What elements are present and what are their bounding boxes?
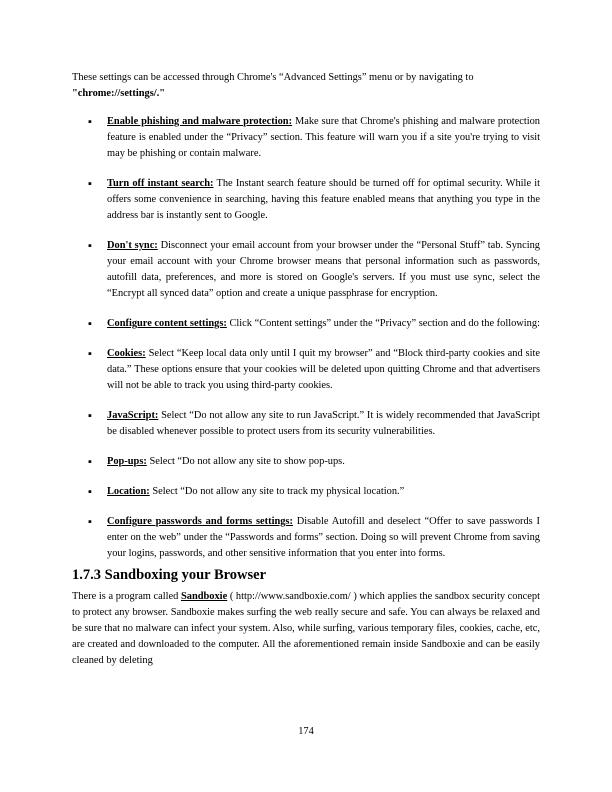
bullet-text: Click “Content settings” under the “Privacy” section and do the following: [226,318,540,329]
bullet-term: Location: [107,486,150,497]
page-number: 174 [298,726,314,737]
bullet-text: Select “Do not allow any site to run JavaScript.” It is widely recommended that JavaScript be disabled whenever possible to protect users from its security vulnerabilities. [107,410,540,437]
bullet-text: Select “Do not allow any site to track my physical location.” [149,486,405,497]
settings-bullet-list [72,114,540,562]
bullet-text: Disable Autofill and deselect “Offer to save passwords I enter on the web” under the “Passwords and forms” section. Doing so will prevent Chrome from saving your logins, passwords, and other sensitive information that you enter into forms. [107,516,540,559]
bullet-marker: ▪ [88,410,92,422]
bullet-text: The Instant search feature should be turned off for optimal security. While it offers some convenience in searching, having this feature enabled means that anything you type in the address bar is instantly sent to Google. [107,178,540,221]
bullet-text: Make sure that Chrome's phishing and malware protection feature is enabled under the “Privacy” section. This feature will warn you if a site you're trying to visit may be phishing or contain malware. [107,116,540,159]
bullet-term: Configure content settings: [107,318,227,329]
bullet-item [72,484,540,500]
bullet-marker: ▪ [88,318,92,330]
section-heading: 1.7.3 Sandboxing your Browser [72,567,267,583]
bullet-item [72,238,540,302]
bullet-term: Configure passwords and forms settings: [107,516,293,527]
bullet-marker: ▪ [88,456,92,468]
bullet-term: Don't sync: [107,240,158,251]
intro-paragraph [72,70,540,102]
bullet-text: Select “Do not allow any site to show pop-ups. [146,456,345,467]
intro-text: These settings can be accessed through Chrome's “Advanced Settings” menu or by navigating to [72,72,474,83]
section-text-pre: There is a program called [72,591,181,602]
bullet-marker: ▪ [88,240,92,252]
bullet-item [72,114,540,162]
intro-settings-path: "chrome://settings/." [72,88,166,99]
bullet-term: Cookies: [107,348,146,359]
bullet-term: JavaScript: [107,410,159,421]
bullet-marker: ▪ [88,116,92,128]
bullet-marker: ▪ [88,178,92,190]
bullet-item [72,454,540,470]
document-page [72,70,540,669]
bullet-marker: ▪ [88,516,92,528]
sandboxie-name: Sandboxie [180,591,228,602]
bullet-text: Select “Keep local data only until I quit my browser” and “Block third-party cookies and site data.” These options ensure that your cookies will be deleted upon quitting Chrome and that advertisers will not be able to track you using third-party cookies. [107,348,540,391]
bullet-marker: ▪ [88,486,92,498]
bullet-item [72,316,540,332]
bullet-item [72,514,540,562]
bullet-term: Turn off instant search: [107,178,214,189]
section-text-post: ( http://www.sandboxie.com/ ) which applies the sandbox security concept to protect any browser. Sandboxie makes surfing the web really secure and safe. You can always be relaxed and be sure that no malware can infect your system. Also, while surfing, various temporary files, cookies, cache, etc, are created and downloaded to the computer. All the aforementioned remain inside Sandboxie and can be easily cleaned by deleting [72,591,540,666]
bullet-item [72,346,540,394]
bullet-term: Enable phishing and malware protection: [107,116,293,127]
bullet-marker: ▪ [88,348,92,360]
bullet-text: Disconnect your email account from your browser under the “Personal Stuff” tab. Syncing your email account with your Chrome browser means that personal information such as passwords, autofill data, preferences, and more is stored on Google's servers. If you must use sync, select the “Encrypt all synced data” option and create a unique passphrase for encryption. [107,240,540,299]
bullet-term: Pop-ups: [107,456,147,467]
bullet-item [72,408,540,440]
section-paragraph [72,589,540,669]
bullet-item [72,176,540,224]
